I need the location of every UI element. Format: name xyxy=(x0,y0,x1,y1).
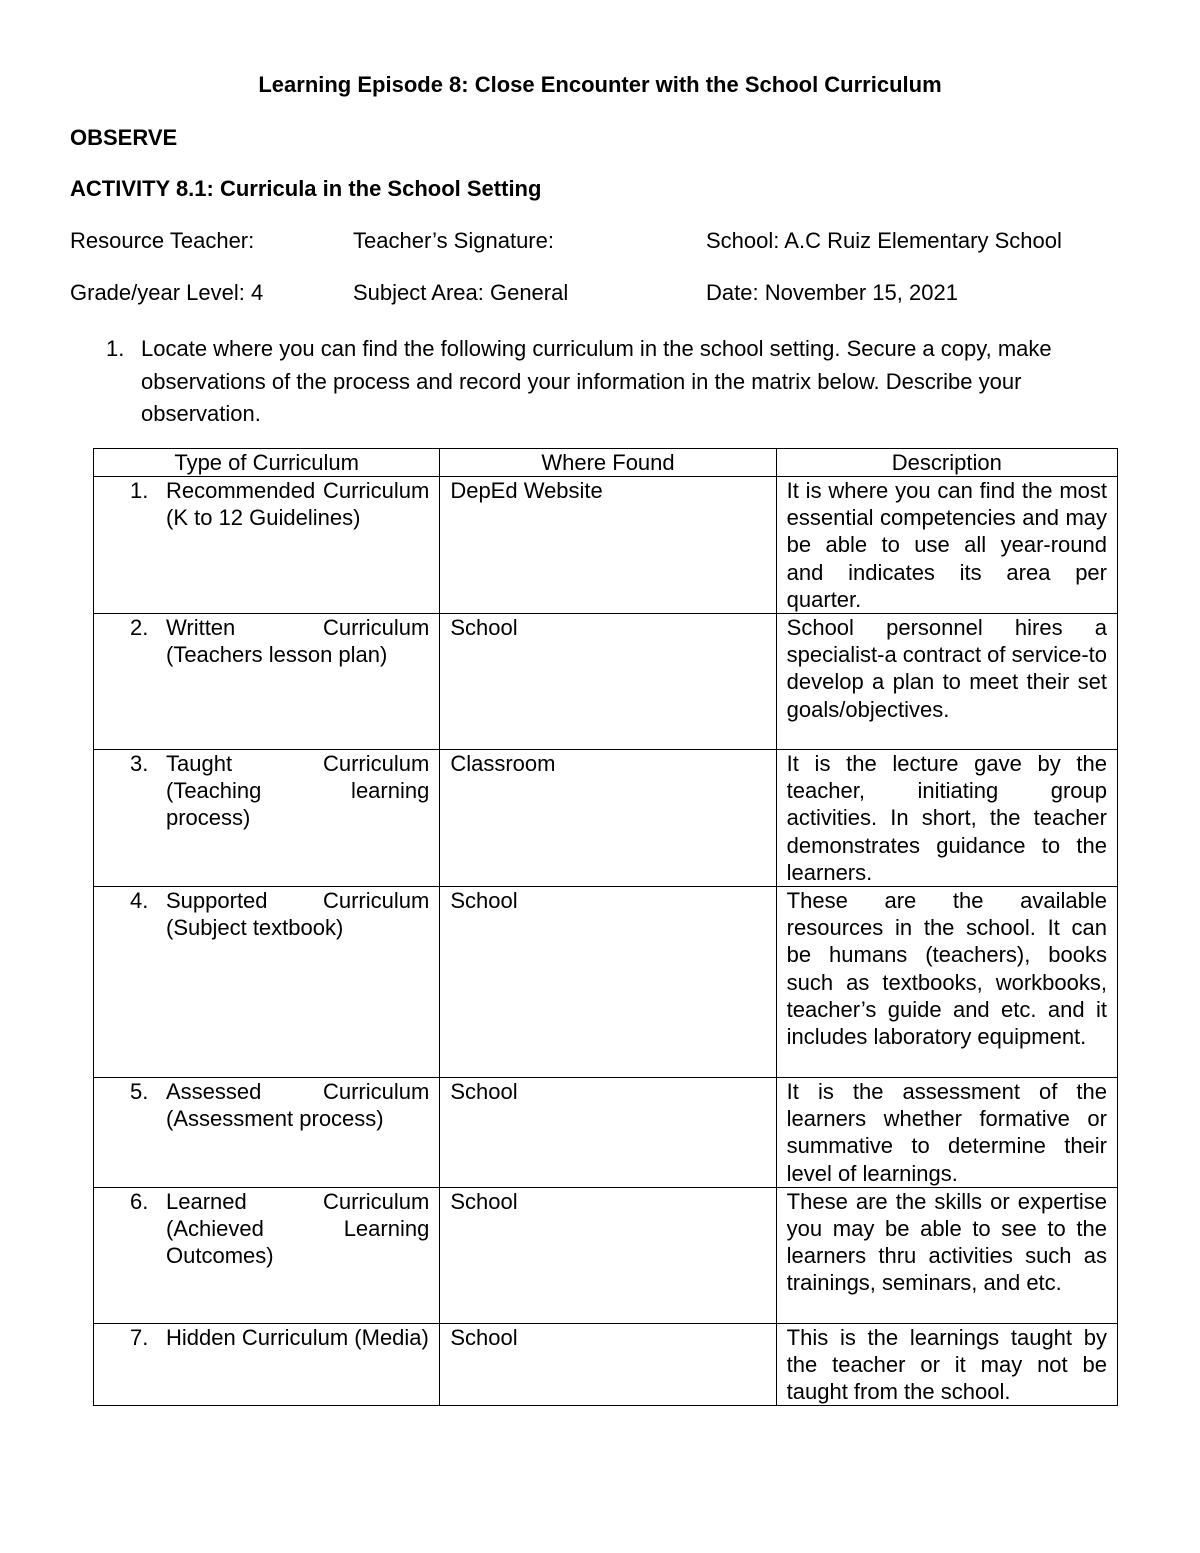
header-type: Type of Curriculum xyxy=(94,449,440,477)
row-number: 6. xyxy=(130,1188,149,1214)
type-text: Written Curriculum (Teachers lesson plan) xyxy=(166,615,430,668)
where-cell: DepEd Website xyxy=(440,477,776,614)
grade-label: Grade/year Level: 4 xyxy=(70,280,264,305)
table-row xyxy=(94,614,1118,750)
description-cell: School personnel hires a specialist-a contract of service-to develop a plan to meet their set goals/objectives. xyxy=(776,614,1117,750)
description-cell: These are the available resources in the school. It can be humans (teachers), books such as textbooks, workbooks, teacher’s guide and etc. and it includes laboratory equipment. xyxy=(776,887,1117,1078)
row-number: 3. xyxy=(130,751,149,777)
row-number: 4. xyxy=(130,888,149,914)
description-cell: This is the learnings taught by the teacher or it may not be taught from the school. xyxy=(776,1323,1117,1406)
description-cell: It is the assessment of the learners whether formative or summative to determine their level of learnings. xyxy=(776,1078,1117,1188)
type-cell xyxy=(94,1078,440,1188)
type-cell xyxy=(94,477,440,614)
table-row xyxy=(94,1187,1118,1323)
type-cell xyxy=(94,750,440,887)
where-cell: School xyxy=(440,1187,776,1323)
table-row xyxy=(94,750,1118,887)
instruction-text: Locate where you can find the following curriculum in the school setting. Secure a copy, make observations of the process and record your information in the matrix below. Describe your observation. xyxy=(141,336,1052,426)
table-row xyxy=(94,887,1118,1078)
where-cell: School xyxy=(440,1323,776,1406)
curriculum-matrix xyxy=(93,448,1118,1406)
resource-teacher-label: Resource Teacher: xyxy=(70,228,255,253)
table-row xyxy=(94,1078,1118,1188)
instruction-number: 1. xyxy=(106,336,125,361)
row-number: 1. xyxy=(130,478,149,503)
type-text: Learned Curriculum (Achieved Learning Outcomes) xyxy=(166,1188,430,1269)
row-number: 2. xyxy=(130,615,149,641)
type-text: Recommended Curriculum (K to 12 Guidelines) xyxy=(166,478,430,531)
header-where: Where Found xyxy=(440,449,776,477)
type-cell xyxy=(94,1187,440,1323)
document-title: Learning Episode 8: Close Encounter with the School Curriculum xyxy=(258,72,942,97)
description-cell: It is where you can find the most essential competencies and may be able to use all year-round and indicates its area per quarter. xyxy=(776,477,1117,614)
meta-row-teacher xyxy=(70,228,1130,258)
signature-label: Teacher’s Signature: xyxy=(353,228,554,253)
subject-label: Subject Area: General xyxy=(353,280,569,305)
instruction-item xyxy=(106,333,1116,431)
description-cell: These are the skills or expertise you may be able to see to the learners thru activities such as trainings, seminars, and etc. xyxy=(776,1187,1117,1323)
description-cell: It is the lecture gave by the teacher, initiating group activities. In short, the teacher demonstrates guidance to the learners. xyxy=(776,750,1117,887)
type-text: Supported Curriculum (Subject textbook) xyxy=(166,888,430,941)
row-number: 7. xyxy=(130,1324,149,1350)
where-cell: School xyxy=(440,614,776,750)
table-row xyxy=(94,477,1118,614)
where-cell: School xyxy=(440,1078,776,1188)
type-text: Assessed Curriculum (Assessment process) xyxy=(166,1079,430,1132)
where-cell: School xyxy=(440,887,776,1078)
type-text: Hidden Curriculum (Media) xyxy=(166,1324,429,1350)
table-header-row xyxy=(94,449,1118,477)
type-cell xyxy=(94,614,440,750)
section-heading: OBSERVE xyxy=(70,125,178,150)
meta-row-grade xyxy=(70,280,1130,310)
date-label: Date: November 15, 2021 xyxy=(706,280,958,305)
activity-heading: ACTIVITY 8.1: Curricula in the School Setting xyxy=(70,176,542,201)
row-number: 5. xyxy=(130,1079,149,1105)
type-cell xyxy=(94,1323,440,1406)
type-text: Taught Curriculum (Teaching learning process) xyxy=(166,751,430,831)
where-cell: Classroom xyxy=(440,750,776,887)
table-row xyxy=(94,1323,1118,1406)
school-label: School: A.C Ruiz Elementary School xyxy=(706,228,1062,253)
type-cell xyxy=(94,887,440,1078)
header-description: Description xyxy=(776,449,1117,477)
